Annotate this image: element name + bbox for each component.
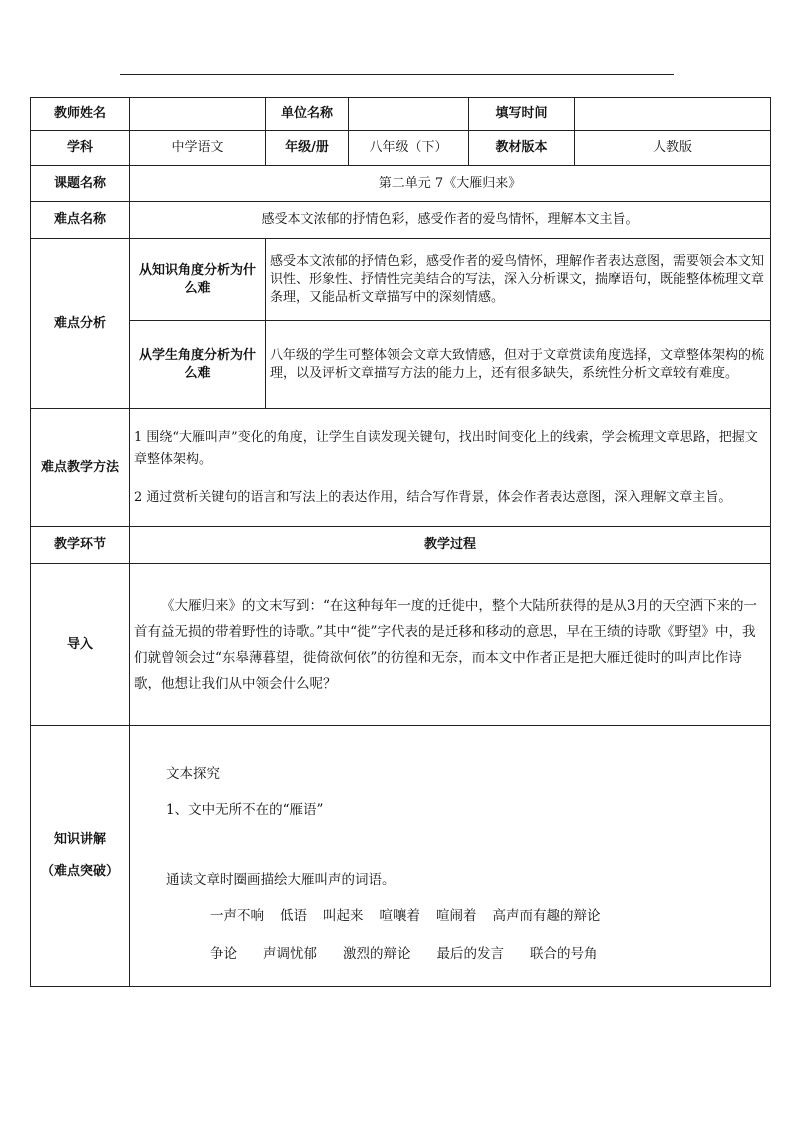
unit-name-field[interactable] xyxy=(349,98,469,131)
row-knowledge xyxy=(31,726,771,987)
difficulty-label: 难点名称 xyxy=(31,202,130,239)
teacher-name-field[interactable] xyxy=(130,98,266,131)
word-item: 低语 xyxy=(280,908,307,924)
method-item-1: 1 围绕“大雁叫声”变化的角度，让学生自读发现关键句，找出时间变化上的线索，学会梳理文章思路，把握文章整体架构。 xyxy=(134,429,758,467)
lesson-plan-table xyxy=(30,97,771,987)
teacher-name-label: 教师姓名 xyxy=(31,98,130,131)
analysis-label: 难点分析 xyxy=(31,239,130,409)
word-item: 争论 xyxy=(210,946,237,962)
word-item: 最后的发言 xyxy=(436,946,504,962)
row-method xyxy=(31,409,771,527)
row-header-1 xyxy=(31,98,771,131)
row-header-2 xyxy=(31,131,771,166)
section-title: 文本探究 xyxy=(166,766,220,782)
knowledge-content xyxy=(130,726,771,987)
word-item: 高声而有趣的辩论 xyxy=(492,908,601,924)
fill-date-field[interactable] xyxy=(575,98,771,131)
grade-label: 年级/册 xyxy=(266,131,349,166)
word-item: 叫起来 xyxy=(323,908,364,924)
word-item: 激烈的辩论 xyxy=(343,946,411,962)
row-topic xyxy=(31,166,771,202)
edition-value: 人教版 xyxy=(575,131,771,166)
word-item: 联合的号角 xyxy=(530,946,598,962)
edition-label: 教材版本 xyxy=(469,131,575,166)
student-angle-label: 从学生角度分析为什么难 xyxy=(130,321,266,409)
method-item-2: 2 通过赏析关键句的语言和写法上的表达作用，结合写作背景，体会作者表达意图，深入理解文章主旨。 xyxy=(134,489,732,505)
subject-value: 中学语文 xyxy=(130,131,266,166)
subject-label: 学科 xyxy=(31,131,130,166)
knowledge-label-cell xyxy=(31,726,130,987)
knowledge-angle-label: 从知识角度分析为什么难 xyxy=(130,239,266,321)
row-process-header xyxy=(31,527,771,564)
word-list-2 xyxy=(166,944,770,964)
header-rule xyxy=(120,74,674,75)
process-label: 教学过程 xyxy=(130,527,771,564)
stage-label: 教学环节 xyxy=(31,527,130,564)
knowledge-label: 知识讲解 xyxy=(53,832,106,847)
method-label: 难点教学方法 xyxy=(31,409,130,527)
row-intro xyxy=(31,564,771,726)
difficulty-value: 感受本文浓郁的抒情色彩，感受作者的爱鸟情怀，理解本文主旨。 xyxy=(130,202,771,239)
intro-text: 《大雁归来》的文末写到：“在这种每年一度的迁徙中，整个大陆所获得的是从3月的天空洒下来的一首有益无损的带着野性的诗歌。”其中“徙”字代表的是迁移和移动的意思，早在王绩的诗歌《野望》中，我们就曾领会过“东皋薄暮望，徙倚欲何依”的彷徨和无奈，而本文中作者正是把大雁迁徙时的叫声比作诗歌，他想让我们从中领会什么呢？ xyxy=(134,597,757,692)
word-item: 喧闹着 xyxy=(436,908,477,924)
question-1: 1、文中无所不在的“雁语” xyxy=(166,802,324,818)
word-item: 喧嚷着 xyxy=(379,908,420,924)
knowledge-sublabel: （难点突破） xyxy=(40,864,119,879)
student-angle-text: 八年级的学生可整体领会文章大致情感，但对于文章赏读角度选择，文章整体架构的梳理，以及评析文章描写方法的能力上，还有很多缺失，系统性分析文章较有难度。 xyxy=(266,321,771,409)
row-analysis-knowledge xyxy=(31,239,771,321)
word-list-1 xyxy=(166,906,770,926)
unit-name-label: 单位名称 xyxy=(266,98,349,131)
word-item: 一声不响 xyxy=(210,908,264,924)
topic-value: 第二单元 7《大雁归来》 xyxy=(130,166,771,202)
intro-label: 导入 xyxy=(31,564,130,726)
grade-value: 八年级（下） xyxy=(349,131,469,166)
word-item: 声调忧郁 xyxy=(263,946,317,962)
instruction-text: 通读文章时圈画描绘大雁叫声的词语。 xyxy=(166,872,396,888)
row-analysis-student xyxy=(31,321,771,409)
knowledge-angle-text: 感受本文浓郁的抒情色彩，感受作者的爱鸟情怀，理解作者表达意图，需要领会本文知识性、形象性、抒情性完美结合的写法，深入分析课文，揣摩语句，既能整体梳理文章条理，又能品析文章描写中的深刻情感。 xyxy=(266,239,771,321)
row-difficulty xyxy=(31,202,771,239)
method-content xyxy=(130,409,771,527)
fill-date-label: 填写时间 xyxy=(469,98,575,131)
topic-label: 课题名称 xyxy=(31,166,130,202)
intro-content xyxy=(130,564,771,726)
